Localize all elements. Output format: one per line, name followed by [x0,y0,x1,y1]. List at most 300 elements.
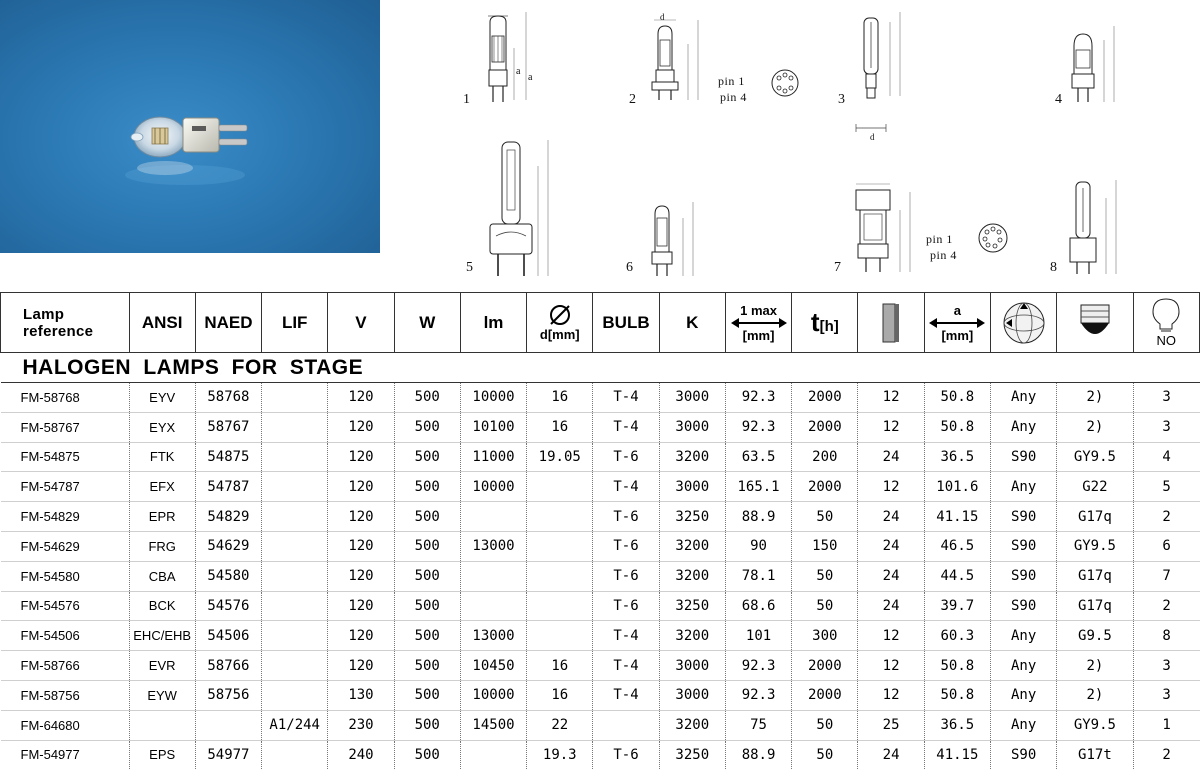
cell-w: 500 [394,442,460,472]
cell-life: 2000 [792,472,858,502]
cell-ref: FM-54829 [1,502,130,532]
cell-pos: Any [990,680,1056,710]
cell-w: 500 [394,680,460,710]
dim-d-label: d [660,12,665,22]
cell-lmax: 165.1 [725,472,791,502]
cell-a: 36.5 [924,442,990,472]
cell-lmax: 92.3 [725,651,791,681]
col-a-dimension [924,293,990,353]
cell-d: 16 [527,383,593,413]
lamp-base-icon [1073,301,1117,345]
cell-lif [262,651,328,681]
cell-k: 3200 [659,531,725,561]
cell-k: 3250 [659,740,725,769]
cell-lm: 14500 [460,710,526,740]
cell-life: 50 [792,502,858,532]
cell-lif [262,502,328,532]
table-row [1,591,1200,621]
cell-k: 3000 [659,412,725,442]
cell-ansi: EHC/EHB [129,621,195,651]
lmax-unit: [mm] [742,327,775,343]
cell-k: 3250 [659,591,725,621]
cell-v: 120 [328,412,394,442]
cell-pos: Any [990,472,1056,502]
cell-bulb: T-6 [593,531,659,561]
cell-lif [262,442,328,472]
cell-naed: 58768 [195,383,261,413]
lamp-drawing-5 [482,136,562,291]
table-row [1,740,1200,769]
table-row [1,561,1200,591]
lamp-drawing-7 [846,180,920,285]
cell-d: 22 [527,710,593,740]
cell-lmax: 101 [725,621,791,651]
cell-base: 2) [1057,383,1133,413]
section-title: HALOGEN LAMPS FOR STAGE [1,353,1200,383]
col-length-max [725,293,791,353]
cell-no: 3 [1133,680,1199,710]
table-row [1,621,1200,651]
cell-ref: FM-54506 [1,621,130,651]
cell-life: 50 [792,591,858,621]
cell-d [527,472,593,502]
cell-d: 16 [527,680,593,710]
pin1-label-bottom: pin 1 [926,232,953,246]
cell-ansi: EFX [129,472,195,502]
col-naed: NAED [195,293,261,353]
table-row [1,502,1200,532]
cell-v: 130 [328,680,394,710]
cell-a: 50.8 [924,383,990,413]
col-ansi: ANSI [129,293,195,353]
cell-d: 16 [527,412,593,442]
double-arrow-icon [731,318,787,328]
figure-number-3: 3 [838,92,845,107]
diameter-unit: d[mm] [539,327,580,342]
cell-pos: S90 [990,531,1056,561]
col-burning-position [990,293,1056,353]
cell-life: 200 [792,442,858,472]
cell-k: 3200 [659,561,725,591]
cell-bulb: T-4 [593,651,659,681]
cell-lm [460,561,526,591]
cell-col13: 24 [858,502,924,532]
cell-v: 120 [328,591,394,621]
cell-pos: Any [990,710,1056,740]
cell-ansi: FRG [129,531,195,561]
cell-lm: 10000 [460,680,526,710]
cell-bulb: T-6 [593,442,659,472]
lamp-spec-table [0,292,1200,769]
cell-a: 39.7 [924,591,990,621]
cell-naed: 58767 [195,412,261,442]
cell-pos: Any [990,412,1056,442]
cell-a: 41.15 [924,740,990,769]
cell-bulb: T-4 [593,621,659,651]
cell-ansi: EYV [129,383,195,413]
table-row [1,710,1200,740]
cell-pos: S90 [990,561,1056,591]
ref-header-line1: Lamp [23,305,65,323]
cell-col13: 24 [858,442,924,472]
cell-a: 50.8 [924,680,990,710]
cell-col13: 12 [858,472,924,502]
cell-w: 500 [394,740,460,769]
pin-diagram-top [768,68,802,103]
cell-col13: 12 [858,680,924,710]
pin-diagram-bottom [976,222,1010,259]
col-kelvin: K [659,293,725,353]
cell-lif [262,472,328,502]
cell-col13: 25 [858,710,924,740]
cell-ref: FM-64680 [1,710,130,740]
cell-d [527,591,593,621]
pin-socket-icon [768,68,802,98]
figure-number-5: 5 [466,260,473,275]
cell-col13: 12 [858,651,924,681]
cell-pos: Any [990,651,1056,681]
cell-lif: A1/244 [262,710,328,740]
lamp-drawing-2 [648,14,708,115]
cell-a: 36.5 [924,710,990,740]
col-no [1133,293,1199,353]
figure-number-4: 4 [1055,92,1062,107]
cell-lm: 10000 [460,383,526,413]
figure-number-7: 7 [834,260,841,275]
cell-lm: 13000 [460,531,526,561]
cell-k: 3250 [659,502,725,532]
header-row [1,293,1200,353]
cell-lm: 10100 [460,412,526,442]
cell-d: 16 [527,651,593,681]
cell-a: 41.15 [924,502,990,532]
cell-ansi: BCK [129,591,195,621]
cell-v: 120 [328,651,394,681]
cell-base: GY9.5 [1057,710,1133,740]
cell-pos: S90 [990,502,1056,532]
cell-ref: FM-58768 [1,383,130,413]
cell-base: GY9.5 [1057,442,1133,472]
halogen-lamp-photo [0,0,380,253]
col-watts: W [394,293,460,353]
cell-k: 3000 [659,651,725,681]
cell-k: 3000 [659,472,725,502]
cell-col13: 24 [858,561,924,591]
cell-d: 19.3 [527,740,593,769]
table-row [1,531,1200,561]
col-lumens: lm [460,293,526,353]
dim-a-label: a [516,66,521,77]
life-unit: [h] [819,318,839,335]
cell-no: 8 [1133,621,1199,651]
cell-pos: S90 [990,442,1056,472]
table-row [1,442,1200,472]
table-row [1,472,1200,502]
cell-naed: 58766 [195,651,261,681]
cell-no: 2 [1133,591,1199,621]
cell-d: 19.05 [527,442,593,472]
table-row [1,651,1200,681]
col-filament [858,293,924,353]
cell-col13: 24 [858,740,924,769]
figure-number-8: 8 [1050,260,1057,275]
cell-base: G17t [1057,740,1133,769]
cell-no: 4 [1133,442,1199,472]
cell-a: 60.3 [924,621,990,651]
life-symbol: t [810,307,820,337]
cell-k: 3200 [659,710,725,740]
ref-header-line2: reference [23,322,94,340]
cell-no: 3 [1133,651,1199,681]
pin1-label-top: pin 1 [718,74,745,88]
cell-base: 2) [1057,412,1133,442]
cell-lm: 10000 [460,472,526,502]
cell-w: 500 [394,383,460,413]
no-label: NO [1156,333,1177,348]
cell-lmax: 90 [725,531,791,561]
cell-base: 2) [1057,651,1133,681]
a-unit: [mm] [941,327,974,343]
cell-w: 500 [394,621,460,651]
col-lif: LIF [262,293,328,353]
cell-bulb: T-6 [593,591,659,621]
cell-no: 5 [1133,472,1199,502]
cell-ref: FM-54875 [1,442,130,472]
cell-no: 3 [1133,412,1199,442]
cell-ref: FM-58767 [1,412,130,442]
cell-life: 300 [792,621,858,651]
figure-number-2: 2 [629,92,636,107]
filament-block-icon [881,302,901,344]
cell-lmax: 92.3 [725,383,791,413]
cell-naed: 54977 [195,740,261,769]
pin4-label-top: pin 4 [720,90,747,104]
cell-base: 2) [1057,680,1133,710]
cell-base: G17q [1057,561,1133,591]
cell-v: 120 [328,531,394,561]
cell-life: 2000 [792,651,858,681]
cell-v: 120 [328,442,394,472]
cell-base: G22 [1057,472,1133,502]
cell-pos: Any [990,383,1056,413]
cell-ref: FM-58766 [1,651,130,681]
cell-v: 120 [328,561,394,591]
cell-a: 46.5 [924,531,990,561]
cell-bulb [593,710,659,740]
cell-lmax: 78.1 [725,561,791,591]
cell-bulb: T-4 [593,412,659,442]
cell-ansi: EPS [129,740,195,769]
cell-lif [262,531,328,561]
cell-ref: FM-54576 [1,591,130,621]
table-row [1,383,1200,413]
cell-w: 500 [394,651,460,681]
cell-k: 3200 [659,442,725,472]
cell-pos: Any [990,621,1056,651]
cell-col13: 24 [858,531,924,561]
diameter-icon [548,303,572,327]
cell-w: 500 [394,412,460,442]
cell-a: 44.5 [924,561,990,591]
cell-d [527,502,593,532]
cell-base: GY9.5 [1057,531,1133,561]
lamp-outline-3-icon [850,8,910,138]
cell-lif [262,680,328,710]
cell-col13: 12 [858,412,924,442]
cell-lm [460,740,526,769]
cell-base: G17q [1057,591,1133,621]
cell-bulb: T-6 [593,740,659,769]
cell-naed [195,710,261,740]
col-life [792,293,858,353]
cell-w: 500 [394,502,460,532]
cell-life: 2000 [792,383,858,413]
cell-bulb: T-4 [593,472,659,502]
cell-lif [262,561,328,591]
cell-d [527,621,593,651]
col-bulb: BULB [593,293,659,353]
table-header [1,293,1200,353]
lamp-outline-4-icon [1066,20,1130,120]
burning-position-globe-icon [1000,299,1048,347]
cell-lmax: 68.6 [725,591,791,621]
lamp-outline-6-icon [645,196,705,286]
cell-lm: 13000 [460,621,526,651]
cell-k: 3000 [659,680,725,710]
lamp-drawing-8 [1064,174,1128,289]
cell-ref: FM-54787 [1,472,130,502]
double-arrow-icon-2 [929,318,985,328]
cell-w: 500 [394,710,460,740]
dim-a2-label: a [528,72,533,83]
cell-naed: 58756 [195,680,261,710]
cell-ansi: EVR [129,651,195,681]
cell-lmax: 92.3 [725,680,791,710]
cell-lm: 10450 [460,651,526,681]
cell-lmax: 88.9 [725,740,791,769]
cell-life: 50 [792,740,858,769]
cell-naed: 54875 [195,442,261,472]
cell-ref: FM-54977 [1,740,130,769]
cell-v: 120 [328,472,394,502]
cell-lm [460,591,526,621]
cell-col13: 12 [858,621,924,651]
lamp-drawing-3 [850,8,910,143]
cell-ansi: FTK [129,442,195,472]
cell-lmax: 75 [725,710,791,740]
cell-w: 500 [394,561,460,591]
cell-v: 120 [328,502,394,532]
cell-ansi: EYX [129,412,195,442]
lamp-outline-8-icon [1064,174,1128,284]
cell-ansi: EPR [129,502,195,532]
cell-ansi: CBA [129,561,195,591]
section-row [1,353,1200,383]
cell-w: 500 [394,531,460,561]
cell-v: 120 [328,383,394,413]
cell-bulb: T-4 [593,680,659,710]
cell-col13: 24 [858,591,924,621]
cell-base: G9.5 [1057,621,1133,651]
pin-socket-icon-2 [976,222,1010,254]
cell-pos: S90 [990,591,1056,621]
cell-pos: S90 [990,740,1056,769]
cell-ref: FM-54629 [1,531,130,561]
cell-a: 101.6 [924,472,990,502]
cell-ansi: EYW [129,680,195,710]
cell-k: 3200 [659,621,725,651]
cell-k: 3000 [659,383,725,413]
cell-no: 6 [1133,531,1199,561]
cell-naed: 54787 [195,472,261,502]
cell-a: 50.8 [924,651,990,681]
col-diameter [527,293,593,353]
cell-w: 500 [394,472,460,502]
cell-lm: 11000 [460,442,526,472]
cell-lif [262,591,328,621]
cell-lmax: 63.5 [725,442,791,472]
col-volts: V [328,293,394,353]
cell-lif [262,621,328,651]
lamp-outline-2-icon [648,14,708,110]
cell-naed: 54580 [195,561,261,591]
cell-no: 7 [1133,561,1199,591]
cell-a: 50.8 [924,412,990,442]
pin4-label-bottom: pin 4 [930,248,957,262]
cell-lif [262,740,328,769]
cell-w: 500 [394,591,460,621]
cell-v: 240 [328,740,394,769]
cell-bulb: T-6 [593,502,659,532]
table-body [1,353,1200,769]
cell-no: 2 [1133,502,1199,532]
lamp-outline-1-icon [480,8,550,108]
lamp-outline-7-icon [846,180,920,280]
cell-ref: FM-58756 [1,680,130,710]
cell-lif [262,383,328,413]
cell-no: 1 [1133,710,1199,740]
cell-no: 2 [1133,740,1199,769]
lamp-drawing-1 [480,8,550,113]
lamp-outline-5-icon [482,136,562,286]
cell-col13: 12 [858,383,924,413]
table-row [1,412,1200,442]
cell-base: G17q [1057,502,1133,532]
cell-v: 120 [328,621,394,651]
cell-v: 230 [328,710,394,740]
figure-area [0,0,1200,292]
cell-naed: 54829 [195,502,261,532]
a-top-label: a [953,302,961,318]
lmax-top-label: 1 max [740,302,777,318]
cell-no: 3 [1133,383,1199,413]
lamp-drawing-4 [1066,20,1130,125]
cell-lmax: 88.9 [725,502,791,532]
figure-number-6: 6 [626,260,633,275]
bulb-icon [1151,297,1181,333]
cell-d [527,531,593,561]
product-photo [0,0,380,253]
cell-bulb: T-4 [593,383,659,413]
dim-d3-label: d [870,132,875,142]
cell-lmax: 92.3 [725,412,791,442]
cell-life: 50 [792,561,858,591]
col-lamp-reference [1,293,130,353]
col-base [1057,293,1133,353]
cell-lm [460,502,526,532]
cell-life: 150 [792,531,858,561]
cell-life: 2000 [792,412,858,442]
